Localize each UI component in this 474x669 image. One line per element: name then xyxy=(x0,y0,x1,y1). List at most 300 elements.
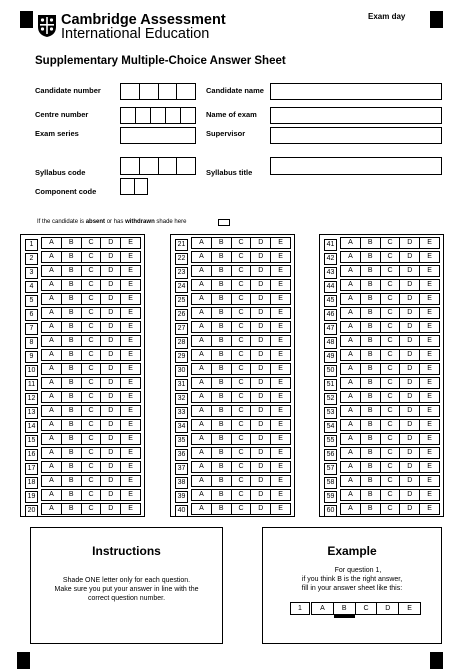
answer-bubble-d[interactable]: D xyxy=(251,406,271,416)
answer-bubble-d[interactable]: D xyxy=(400,476,420,486)
answer-bubble-e[interactable]: E xyxy=(128,309,133,316)
answer-bubble-d[interactable]: D xyxy=(251,490,271,500)
answer-bubble-d[interactable]: D xyxy=(101,238,121,248)
answer-bubble-d[interactable]: D xyxy=(400,238,420,248)
answer-bubble-e[interactable]: E xyxy=(427,267,432,274)
answer-bubble-e[interactable]: E xyxy=(278,435,283,442)
answer-bubble-b[interactable]: B xyxy=(361,434,381,444)
answer-bubble-c[interactable]: C xyxy=(232,378,252,388)
answer-bubble-e[interactable]: E xyxy=(128,491,133,498)
answer-bubble-c[interactable]: C xyxy=(82,462,102,472)
answer-bubble-e[interactable]: E xyxy=(128,379,133,386)
answer-bubble-d[interactable]: D xyxy=(400,420,420,430)
answer-bubble-b[interactable]: B xyxy=(212,322,232,332)
answer-bubble-d[interactable]: D xyxy=(101,280,121,290)
answer-bubble-e[interactable]: E xyxy=(278,407,283,414)
answer-bubble-a[interactable]: A xyxy=(42,350,62,360)
answer-bubble-e[interactable]: E xyxy=(128,449,133,456)
answer-bubble-e[interactable]: E xyxy=(427,435,432,442)
answer-bubble-e[interactable]: E xyxy=(278,309,283,316)
answer-bubble-b[interactable]: B xyxy=(62,364,82,374)
answer-bubble-e[interactable]: E xyxy=(427,505,432,512)
answer-bubble-e[interactable]: E xyxy=(278,477,283,484)
answer-bubble-c[interactable]: C xyxy=(82,406,102,416)
answer-bubble-d[interactable]: D xyxy=(400,336,420,346)
answer-bubble-a[interactable]: A xyxy=(192,238,212,248)
answer-bubble-c[interactable]: C xyxy=(381,308,401,318)
answer-bubble-c[interactable]: C xyxy=(82,490,102,500)
answer-bubble-b[interactable]: B xyxy=(62,392,82,402)
answer-bubble-c[interactable]: C xyxy=(232,434,252,444)
answer-bubble-b[interactable]: B xyxy=(62,420,82,430)
answer-bubble-d[interactable]: D xyxy=(400,434,420,444)
answer-bubble-b[interactable]: B xyxy=(361,336,381,346)
answer-bubble-d[interactable]: D xyxy=(251,476,271,486)
answer-bubble-c[interactable]: C xyxy=(82,392,102,402)
answer-bubble-d[interactable]: D xyxy=(251,350,271,360)
answer-bubble-e[interactable]: E xyxy=(427,393,432,400)
answer-bubble-d[interactable]: D xyxy=(101,336,121,346)
answer-bubble-c[interactable]: C xyxy=(232,420,252,430)
answer-bubble-c[interactable]: C xyxy=(381,336,401,346)
answer-bubble-e[interactable]: E xyxy=(128,407,133,414)
answer-bubble-e[interactable]: E xyxy=(427,337,432,344)
answer-bubble-d[interactable]: D xyxy=(251,504,271,514)
answer-bubble-e[interactable]: E xyxy=(128,267,133,274)
answer-bubble-a[interactable]: A xyxy=(341,406,361,416)
answer-bubble-c[interactable]: C xyxy=(232,280,252,290)
answer-bubble-a[interactable]: A xyxy=(192,322,212,332)
answer-bubble-b[interactable]: B xyxy=(361,448,381,458)
answer-bubble-b[interactable]: B xyxy=(62,266,82,276)
answer-bubble-b[interactable]: B xyxy=(62,294,82,304)
answer-bubble-e[interactable]: E xyxy=(427,309,432,316)
answer-bubble-a[interactable]: A xyxy=(341,350,361,360)
answer-bubble-c[interactable]: C xyxy=(381,294,401,304)
answer-bubble-b[interactable]: B xyxy=(361,504,381,514)
answer-bubble-e[interactable]: E xyxy=(278,505,283,512)
answer-bubble-c[interactable]: C xyxy=(232,294,252,304)
answer-bubble-c[interactable]: C xyxy=(232,476,252,486)
answer-bubble-a[interactable]: A xyxy=(192,392,212,402)
answer-bubble-d[interactable]: D xyxy=(251,252,271,262)
answer-bubble-a[interactable]: A xyxy=(341,462,361,472)
answer-bubble-c[interactable]: C xyxy=(232,490,252,500)
answer-bubble-a[interactable]: A xyxy=(192,252,212,262)
answer-bubble-e[interactable]: E xyxy=(278,253,283,260)
candidate-name-input[interactable] xyxy=(270,83,442,100)
answer-bubble-d[interactable]: D xyxy=(251,420,271,430)
answer-bubble-b[interactable]: B xyxy=(62,434,82,444)
answer-bubble-c[interactable]: C xyxy=(82,420,102,430)
answer-bubble-c[interactable]: C xyxy=(232,504,252,514)
answer-bubble-a[interactable]: A xyxy=(341,294,361,304)
answer-bubble-d[interactable]: D xyxy=(400,392,420,402)
answer-bubble-c[interactable]: C xyxy=(232,462,252,472)
answer-bubble-b[interactable]: B xyxy=(212,238,232,248)
answer-bubble-c[interactable]: C xyxy=(381,322,401,332)
answer-bubble-c[interactable]: C xyxy=(381,406,401,416)
answer-bubble-d[interactable]: D xyxy=(101,448,121,458)
answer-bubble-c[interactable]: C xyxy=(82,476,102,486)
answer-bubble-a[interactable]: A xyxy=(42,336,62,346)
answer-bubble-a[interactable]: A xyxy=(192,280,212,290)
answer-bubble-d[interactable]: D xyxy=(101,434,121,444)
answer-bubble-e[interactable]: E xyxy=(427,463,432,470)
answer-bubble-e[interactable]: E xyxy=(278,449,283,456)
answer-bubble-c[interactable]: C xyxy=(381,448,401,458)
answer-bubble-a[interactable]: A xyxy=(341,490,361,500)
answer-bubble-a[interactable]: A xyxy=(42,434,62,444)
answer-bubble-b[interactable]: B xyxy=(212,336,232,346)
answer-bubble-c[interactable]: C xyxy=(381,434,401,444)
answer-bubble-a[interactable]: A xyxy=(42,490,62,500)
answer-bubble-a[interactable]: A xyxy=(192,504,212,514)
answer-bubble-d[interactable]: D xyxy=(400,252,420,262)
answer-bubble-b[interactable]: B xyxy=(62,238,82,248)
answer-bubble-e[interactable]: E xyxy=(278,421,283,428)
answer-bubble-e[interactable]: E xyxy=(427,477,432,484)
answer-bubble-c[interactable]: C xyxy=(232,336,252,346)
answer-bubble-b[interactable]: B xyxy=(212,504,232,514)
answer-bubble-d[interactable]: D xyxy=(251,364,271,374)
answer-bubble-c[interactable]: C xyxy=(82,266,102,276)
answer-bubble-b[interactable]: B xyxy=(361,350,381,360)
answer-bubble-a[interactable]: A xyxy=(341,266,361,276)
answer-bubble-c[interactable]: C xyxy=(232,308,252,318)
answer-bubble-a[interactable]: A xyxy=(341,420,361,430)
answer-bubble-d[interactable]: D xyxy=(251,238,271,248)
answer-bubble-c[interactable]: C xyxy=(381,504,401,514)
answer-bubble-a[interactable]: A xyxy=(192,490,212,500)
answer-bubble-b[interactable]: B xyxy=(62,308,82,318)
answer-bubble-b[interactable]: B xyxy=(212,378,232,388)
answer-bubble-a[interactable]: A xyxy=(192,308,212,318)
answer-bubble-d[interactable]: D xyxy=(400,266,420,276)
answer-bubble-a[interactable]: A xyxy=(192,266,212,276)
exam-series-input[interactable] xyxy=(120,127,196,144)
answer-bubble-a[interactable]: A xyxy=(42,266,62,276)
answer-bubble-a[interactable]: A xyxy=(42,280,62,290)
answer-bubble-c[interactable]: C xyxy=(232,252,252,262)
answer-bubble-a[interactable]: A xyxy=(341,336,361,346)
answer-bubble-b[interactable]: B xyxy=(212,462,232,472)
answer-bubble-c[interactable]: C xyxy=(232,266,252,276)
answer-bubble-b[interactable]: B xyxy=(212,364,232,374)
answer-bubble-e[interactable]: E xyxy=(427,449,432,456)
answer-bubble-d[interactable]: D xyxy=(400,322,420,332)
answer-bubble-a[interactable]: A xyxy=(341,308,361,318)
answer-bubble-c[interactable]: C xyxy=(381,420,401,430)
answer-bubble-d[interactable]: D xyxy=(101,476,121,486)
answer-bubble-a[interactable]: A xyxy=(42,322,62,332)
answer-bubble-e[interactable]: E xyxy=(427,323,432,330)
answer-bubble-b[interactable]: B xyxy=(361,280,381,290)
answer-bubble-b[interactable]: B xyxy=(212,294,232,304)
answer-bubble-e[interactable]: E xyxy=(427,239,432,246)
answer-bubble-b[interactable]: B xyxy=(361,392,381,402)
answer-bubble-c[interactable]: C xyxy=(232,350,252,360)
answer-bubble-c[interactable]: C xyxy=(82,378,102,388)
answer-bubble-c[interactable]: C xyxy=(381,378,401,388)
answer-bubble-c[interactable]: C xyxy=(82,504,102,514)
supervisor-input[interactable] xyxy=(270,127,442,144)
answer-bubble-c[interactable]: C xyxy=(232,406,252,416)
centre-number-input[interactable] xyxy=(120,107,196,124)
answer-bubble-c[interactable]: C xyxy=(82,322,102,332)
answer-bubble-b[interactable]: B xyxy=(212,266,232,276)
answer-bubble-c[interactable]: C xyxy=(232,392,252,402)
syllabus-code-input[interactable] xyxy=(120,157,196,175)
answer-bubble-b[interactable]: B xyxy=(212,434,232,444)
answer-bubble-b[interactable]: B xyxy=(361,322,381,332)
answer-bubble-d[interactable]: D xyxy=(400,448,420,458)
answer-bubble-c[interactable]: C xyxy=(232,238,252,248)
answer-bubble-d[interactable]: D xyxy=(101,420,121,430)
answer-bubble-a[interactable]: A xyxy=(42,392,62,402)
answer-bubble-c[interactable]: C xyxy=(82,434,102,444)
answer-bubble-a[interactable]: A xyxy=(42,420,62,430)
answer-bubble-d[interactable]: D xyxy=(101,350,121,360)
answer-bubble-b[interactable]: B xyxy=(361,238,381,248)
answer-bubble-e[interactable]: E xyxy=(128,477,133,484)
answer-bubble-a[interactable]: A xyxy=(42,364,62,374)
answer-bubble-e[interactable]: E xyxy=(128,295,133,302)
answer-bubble-c[interactable]: C xyxy=(381,252,401,262)
answer-bubble-d[interactable]: D xyxy=(101,392,121,402)
answer-bubble-e[interactable]: E xyxy=(278,295,283,302)
answer-bubble-a[interactable]: A xyxy=(341,434,361,444)
answer-bubble-e[interactable]: E xyxy=(278,491,283,498)
answer-bubble-c[interactable]: C xyxy=(232,448,252,458)
answer-bubble-b[interactable]: B xyxy=(361,462,381,472)
answer-bubble-a[interactable]: A xyxy=(42,378,62,388)
answer-bubble-a[interactable]: A xyxy=(192,434,212,444)
answer-bubble-d[interactable]: D xyxy=(251,434,271,444)
answer-bubble-d[interactable]: D xyxy=(101,378,121,388)
answer-bubble-b[interactable]: B xyxy=(361,252,381,262)
answer-bubble-c[interactable]: C xyxy=(82,280,102,290)
answer-bubble-c[interactable]: C xyxy=(381,490,401,500)
answer-bubble-c[interactable]: C xyxy=(82,252,102,262)
answer-bubble-d[interactable]: D xyxy=(400,308,420,318)
answer-bubble-c[interactable]: C xyxy=(381,350,401,360)
answer-bubble-b[interactable]: B xyxy=(361,308,381,318)
answer-bubble-a[interactable]: A xyxy=(42,238,62,248)
answer-bubble-b[interactable]: B xyxy=(62,504,82,514)
answer-bubble-e[interactable]: E xyxy=(278,393,283,400)
answer-bubble-a[interactable]: A xyxy=(192,378,212,388)
answer-bubble-e[interactable]: E xyxy=(278,379,283,386)
answer-bubble-b[interactable]: B xyxy=(62,252,82,262)
answer-bubble-e[interactable]: E xyxy=(128,393,133,400)
answer-bubble-d[interactable]: D xyxy=(101,266,121,276)
answer-bubble-c[interactable]: C xyxy=(381,476,401,486)
answer-bubble-b[interactable]: B xyxy=(361,406,381,416)
answer-bubble-d[interactable]: D xyxy=(101,308,121,318)
answer-bubble-a[interactable]: A xyxy=(192,476,212,486)
answer-bubble-e[interactable]: E xyxy=(128,323,133,330)
answer-bubble-e[interactable]: E xyxy=(128,365,133,372)
answer-bubble-e[interactable]: E xyxy=(278,267,283,274)
answer-bubble-a[interactable]: A xyxy=(42,406,62,416)
answer-bubble-b[interactable]: B xyxy=(212,280,232,290)
answer-bubble-c[interactable]: C xyxy=(82,308,102,318)
answer-bubble-d[interactable]: D xyxy=(400,280,420,290)
answer-bubble-a[interactable]: A xyxy=(341,252,361,262)
answer-bubble-b[interactable]: B xyxy=(212,350,232,360)
answer-bubble-e[interactable]: E xyxy=(427,491,432,498)
answer-bubble-d[interactable]: D xyxy=(251,280,271,290)
answer-bubble-e[interactable]: E xyxy=(427,351,432,358)
answer-bubble-c[interactable]: C xyxy=(82,238,102,248)
answer-bubble-e[interactable]: E xyxy=(427,421,432,428)
answer-bubble-b[interactable]: B xyxy=(62,462,82,472)
answer-bubble-a[interactable]: A xyxy=(42,504,62,514)
answer-bubble-d[interactable]: D xyxy=(101,322,121,332)
answer-bubble-c[interactable]: C xyxy=(381,266,401,276)
answer-bubble-a[interactable]: A xyxy=(341,364,361,374)
answer-bubble-d[interactable]: D xyxy=(251,378,271,388)
answer-bubble-a[interactable]: A xyxy=(192,294,212,304)
answer-bubble-d[interactable]: D xyxy=(101,364,121,374)
answer-bubble-c[interactable]: C xyxy=(381,392,401,402)
answer-bubble-b[interactable]: B xyxy=(62,476,82,486)
answer-bubble-a[interactable]: A xyxy=(42,448,62,458)
answer-bubble-e[interactable]: E xyxy=(427,379,432,386)
answer-bubble-e[interactable]: E xyxy=(278,365,283,372)
answer-bubble-c[interactable]: C xyxy=(381,462,401,472)
answer-bubble-b[interactable]: B xyxy=(212,406,232,416)
answer-bubble-e[interactable]: E xyxy=(427,295,432,302)
answer-bubble-a[interactable]: A xyxy=(192,420,212,430)
answer-bubble-a[interactable]: A xyxy=(341,280,361,290)
answer-bubble-b[interactable]: B xyxy=(212,490,232,500)
answer-bubble-e[interactable]: E xyxy=(427,407,432,414)
name-of-exam-input[interactable] xyxy=(270,107,442,124)
answer-bubble-d[interactable]: D xyxy=(101,504,121,514)
answer-bubble-d[interactable]: D xyxy=(400,462,420,472)
answer-bubble-b[interactable]: B xyxy=(361,490,381,500)
answer-bubble-e[interactable]: E xyxy=(128,337,133,344)
answer-bubble-a[interactable]: A xyxy=(341,322,361,332)
answer-bubble-c[interactable]: C xyxy=(232,364,252,374)
answer-bubble-d[interactable]: D xyxy=(400,504,420,514)
answer-bubble-e[interactable]: E xyxy=(427,253,432,260)
answer-bubble-e[interactable]: E xyxy=(128,253,133,260)
answer-bubble-d[interactable]: D xyxy=(101,490,121,500)
answer-bubble-b[interactable]: B xyxy=(62,322,82,332)
answer-bubble-e[interactable]: E xyxy=(128,281,133,288)
answer-bubble-d[interactable]: D xyxy=(251,322,271,332)
answer-bubble-e[interactable]: E xyxy=(278,463,283,470)
answer-bubble-c[interactable]: C xyxy=(381,364,401,374)
answer-bubble-b[interactable]: B xyxy=(361,420,381,430)
answer-bubble-d[interactable]: D xyxy=(400,490,420,500)
answer-bubble-d[interactable]: D xyxy=(400,406,420,416)
answer-bubble-b[interactable]: B xyxy=(361,364,381,374)
answer-bubble-a[interactable]: A xyxy=(341,378,361,388)
answer-bubble-a[interactable]: A xyxy=(192,448,212,458)
answer-bubble-c[interactable]: C xyxy=(82,364,102,374)
answer-bubble-b[interactable]: B xyxy=(361,294,381,304)
answer-bubble-a[interactable]: A xyxy=(42,294,62,304)
answer-bubble-c[interactable]: C xyxy=(232,322,252,332)
answer-bubble-d[interactable]: D xyxy=(251,266,271,276)
answer-bubble-a[interactable]: A xyxy=(42,308,62,318)
answer-bubble-a[interactable]: A xyxy=(192,350,212,360)
answer-bubble-d[interactable]: D xyxy=(400,294,420,304)
answer-bubble-b[interactable]: B xyxy=(361,266,381,276)
answer-bubble-b[interactable]: B xyxy=(212,448,232,458)
answer-bubble-b[interactable]: B xyxy=(361,476,381,486)
answer-bubble-e[interactable]: E xyxy=(278,281,283,288)
answer-bubble-d[interactable]: D xyxy=(251,336,271,346)
absent-checkbox[interactable] xyxy=(218,219,230,226)
answer-bubble-b[interactable]: B xyxy=(62,406,82,416)
answer-bubble-a[interactable]: A xyxy=(42,476,62,486)
answer-bubble-e[interactable]: E xyxy=(427,365,432,372)
answer-bubble-a[interactable]: A xyxy=(341,392,361,402)
answer-bubble-d[interactable]: D xyxy=(400,364,420,374)
answer-bubble-b[interactable]: B xyxy=(212,308,232,318)
answer-bubble-e[interactable]: E xyxy=(278,323,283,330)
answer-bubble-d[interactable]: D xyxy=(101,294,121,304)
answer-bubble-b[interactable]: B xyxy=(212,392,232,402)
answer-bubble-c[interactable]: C xyxy=(82,350,102,360)
answer-bubble-d[interactable]: D xyxy=(251,392,271,402)
answer-bubble-c[interactable]: C xyxy=(82,448,102,458)
answer-bubble-e[interactable]: E xyxy=(128,463,133,470)
answer-bubble-b[interactable]: B xyxy=(62,490,82,500)
answer-bubble-d[interactable]: D xyxy=(251,448,271,458)
answer-bubble-a[interactable]: A xyxy=(42,462,62,472)
answer-bubble-d[interactable]: D xyxy=(251,294,271,304)
answer-bubble-e[interactable]: E xyxy=(128,421,133,428)
answer-bubble-b[interactable]: B xyxy=(62,448,82,458)
answer-bubble-e[interactable]: E xyxy=(128,351,133,358)
answer-bubble-e[interactable]: E xyxy=(278,351,283,358)
answer-bubble-d[interactable]: D xyxy=(101,252,121,262)
answer-bubble-e[interactable]: E xyxy=(278,337,283,344)
answer-bubble-b[interactable]: B xyxy=(62,336,82,346)
component-code-input[interactable] xyxy=(120,178,148,195)
syllabus-title-input[interactable] xyxy=(270,157,442,175)
answer-bubble-d[interactable]: D xyxy=(101,462,121,472)
answer-bubble-b[interactable]: B xyxy=(62,378,82,388)
answer-bubble-b[interactable]: B xyxy=(361,378,381,388)
answer-bubble-e[interactable]: E xyxy=(427,281,432,288)
answer-bubble-e[interactable]: E xyxy=(128,505,133,512)
answer-bubble-b[interactable]: B xyxy=(212,420,232,430)
answer-bubble-b[interactable]: B xyxy=(212,252,232,262)
answer-bubble-a[interactable]: A xyxy=(192,336,212,346)
answer-bubble-a[interactable]: A xyxy=(192,462,212,472)
answer-bubble-a[interactable]: A xyxy=(341,476,361,486)
answer-bubble-c[interactable]: C xyxy=(381,238,401,248)
answer-bubble-e[interactable]: E xyxy=(128,435,133,442)
answer-bubble-e[interactable]: E xyxy=(128,239,133,246)
answer-bubble-a[interactable]: A xyxy=(341,448,361,458)
answer-bubble-a[interactable]: A xyxy=(42,252,62,262)
answer-bubble-a[interactable]: A xyxy=(192,364,212,374)
answer-bubble-b[interactable]: B xyxy=(62,280,82,290)
answer-bubble-c[interactable]: C xyxy=(82,294,102,304)
answer-bubble-a[interactable]: A xyxy=(341,238,361,248)
answer-bubble-d[interactable]: D xyxy=(251,308,271,318)
answer-bubble-e[interactable]: E xyxy=(278,239,283,246)
answer-bubble-b[interactable]: B xyxy=(62,350,82,360)
